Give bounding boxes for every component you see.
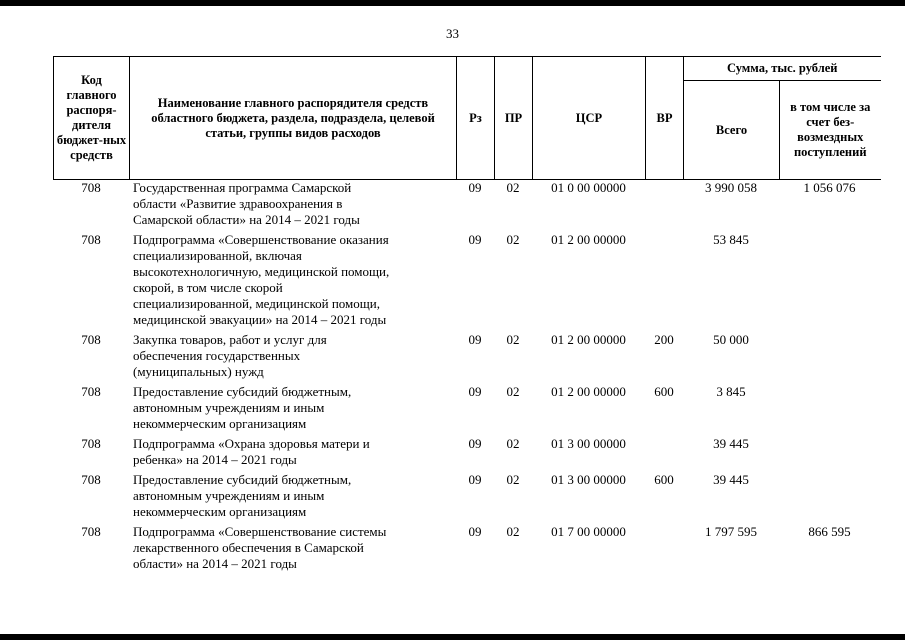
row-rz: 09 (468, 472, 482, 487)
row-csr: 01 2 00 00000 (551, 384, 626, 399)
table-row (53, 436, 880, 472)
row-name-line: Предоставление субсидий бюджетным, (133, 384, 352, 399)
row-name-line: Подпрограмма «Охрана здоровья матери и (133, 436, 370, 451)
bottom-scan-edge (0, 634, 905, 640)
row-vr (645, 180, 683, 232)
row-rz: 09 (468, 384, 482, 399)
row-name-line: Подпрограмма «Совершенствование оказания (133, 232, 389, 247)
table-row (53, 384, 880, 436)
row-name-line: специализированной, включая (133, 248, 302, 263)
row-rz: 09 (468, 232, 482, 247)
row-code: 708 (81, 524, 101, 539)
row-total: 50 000 (713, 332, 749, 347)
row-name-line: медицинской эвакуации» на 2014 – 2021 годы (133, 312, 387, 327)
row-total: 1 797 595 (705, 524, 757, 539)
row-rz: 09 (468, 524, 482, 539)
header-vr: ВР (646, 57, 684, 180)
row-name-line: лекарственного обеспечения в Самарской (133, 540, 364, 555)
row-name-line: ребенка» на 2014 – 2021 годы (133, 452, 297, 467)
row-rz: 09 (468, 180, 482, 195)
table-row (53, 472, 880, 524)
row-incl (779, 232, 880, 332)
header-csr: ЦСР (533, 57, 646, 180)
row-name (129, 232, 456, 332)
row-pr: 02 (506, 180, 520, 195)
top-scan-edge (0, 0, 905, 6)
row-name (129, 332, 456, 384)
row-name-line: Подпрограмма «Совершенствование системы (133, 524, 387, 539)
row-incl (779, 332, 880, 384)
row-code: 708 (81, 180, 101, 195)
row-csr: 01 3 00 00000 (551, 472, 626, 487)
row-vr: 600 (654, 384, 674, 399)
row-csr: 01 7 00 00000 (551, 524, 626, 539)
row-csr: 01 3 00 00000 (551, 436, 626, 451)
row-code: 708 (81, 436, 101, 451)
row-name-line: автономным учреждениям и иным (133, 488, 325, 503)
row-name-line: (муниципальных) нужд (133, 364, 264, 379)
row-pr: 02 (506, 232, 520, 247)
row-code: 708 (81, 332, 101, 347)
row-vr (645, 436, 683, 472)
row-pr: 02 (506, 332, 520, 347)
row-rz: 09 (468, 332, 482, 347)
row-total: 53 845 (713, 232, 749, 247)
budget-table (53, 180, 880, 576)
table-row (53, 332, 880, 384)
row-name-line: некоммерческим организациям (133, 416, 307, 431)
row-vr (645, 524, 683, 576)
header-total: Всего (684, 81, 780, 180)
row-pr: 02 (506, 384, 520, 399)
row-rz: 09 (468, 436, 482, 451)
row-csr: 01 2 00 00000 (551, 232, 626, 247)
row-incl (779, 384, 880, 436)
row-total: 3 845 (716, 384, 746, 399)
row-name (129, 472, 456, 524)
table-row (53, 232, 880, 332)
row-name-line: области» на 2014 – 2021 годы (133, 556, 297, 571)
row-incl: 1 056 076 (803, 180, 856, 195)
row-pr: 02 (506, 436, 520, 451)
row-vr (645, 232, 683, 332)
header-pr: ПР (495, 57, 533, 180)
row-name-line: скорой, в том числе скорой (133, 280, 283, 295)
row-name-line: области «Развитие здравоохранения в (133, 196, 343, 211)
row-csr: 01 0 00 00000 (551, 180, 626, 195)
row-incl: 866 595 (808, 524, 851, 539)
row-pr: 02 (506, 472, 520, 487)
page-number: 33 (446, 26, 459, 41)
row-csr: 01 2 00 00000 (551, 332, 626, 347)
row-name (129, 436, 456, 472)
row-name-line: Государственная программа Самарской (133, 180, 352, 195)
header-sum: Сумма, тыс. рублей (684, 57, 881, 81)
row-name (129, 384, 456, 436)
row-code: 708 (81, 232, 101, 247)
row-name (129, 180, 456, 232)
row-name-line: высокотехнологичную, медицинской помощи, (133, 264, 390, 279)
row-name-line: специализированной, медицинской помощи, (133, 296, 380, 311)
row-incl (779, 472, 880, 524)
row-vr: 200 (654, 332, 674, 347)
table-header (53, 56, 881, 180)
table-row (53, 180, 880, 232)
header-incl: в том числе за счет без-возмездных поступлений (780, 81, 881, 180)
header-rz: Рз (457, 57, 495, 180)
row-name (129, 524, 456, 576)
row-name-line: автономным учреждениям и иным (133, 400, 325, 415)
row-name-line: Самарской области» на 2014 – 2021 годы (133, 212, 360, 227)
row-total: 39 445 (713, 436, 749, 451)
row-name-line: некоммерческим организациям (133, 504, 307, 519)
row-code: 708 (81, 472, 101, 487)
row-vr: 600 (654, 472, 674, 487)
row-total: 3 990 058 (705, 180, 757, 195)
row-code: 708 (81, 384, 101, 399)
table-row (53, 524, 880, 576)
row-incl (779, 436, 880, 472)
row-total: 39 445 (713, 472, 749, 487)
row-name-line: Закупка товаров, работ и услуг для (133, 332, 327, 347)
header-name: Наименование главного распорядителя средств областного бюджета, раздела, подраздела, целевой статьи, группы видов расходов (130, 57, 457, 180)
row-name-line: обеспечения государственных (133, 348, 301, 363)
header-code: Код главного распоря-дителя бюджет-ных средств (54, 57, 130, 180)
row-name-line: Предоставление субсидий бюджетным, (133, 472, 352, 487)
row-pr: 02 (506, 524, 520, 539)
